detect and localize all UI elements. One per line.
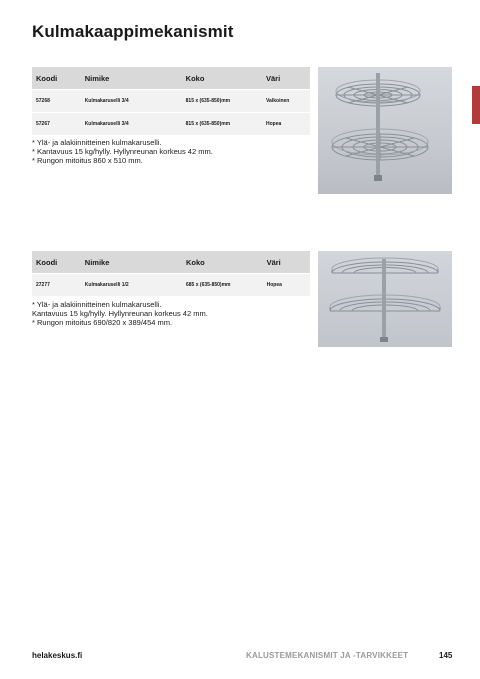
footer-section-title: KALUSTEMEKANISMIT JA -TARVIKKEET (246, 651, 409, 660)
header-code: Koodi (32, 67, 81, 90)
header-color: Väri (263, 251, 310, 274)
cell-color: Hopea (262, 113, 310, 136)
cell-name: Kulmakaruselli 3/4 (81, 90, 182, 113)
spec-table (32, 67, 310, 135)
cell-color: Hopea (263, 274, 310, 297)
header-size: Koko (182, 251, 263, 274)
description-line: * Ylä- ja alakiinnitteinen kulmakaruselli. (32, 300, 162, 309)
header-color: Väri (262, 67, 310, 90)
table-row (32, 113, 310, 136)
page-title: Kulmakaappimekanismit (32, 22, 234, 41)
carousel-illustration (318, 67, 452, 194)
cell-code: 57267 (32, 113, 81, 136)
cell-code: 57268 (32, 90, 81, 113)
table-row (32, 90, 310, 113)
cell-name: Kulmakaruselli 1/2 (81, 274, 182, 297)
product-description (32, 138, 213, 165)
footer-website: helakeskus.fi (32, 651, 83, 660)
description-line: * Rungon mitoitus 860 x 510 mm. (32, 156, 143, 165)
cell-code: 27277 (32, 274, 81, 297)
table-header-row (32, 67, 310, 90)
cell-color: Valkoinen (262, 90, 310, 113)
product-description (32, 300, 208, 327)
header-size: Koko (182, 67, 262, 90)
table-header-row (32, 251, 310, 274)
cell-size: 685 x (635-850)mm (182, 274, 263, 297)
carousel-illustration (318, 251, 452, 347)
cell-name: Kulmakaruselli 3/4 (81, 113, 182, 136)
cell-size: 815 x (635-850)mm (182, 113, 262, 136)
header-code: Koodi (32, 251, 81, 274)
description-line: * Rungon mitoitus 690/820 x 389/454 mm. (32, 318, 173, 327)
description-line: * Ylä- ja alakiinnitteinen kulmakaruselli. (32, 138, 162, 147)
corner-carousel-3-4-image (318, 67, 452, 194)
spec-table (32, 251, 310, 296)
cell-size: 815 x (635-850)mm (182, 90, 262, 113)
table-row (32, 274, 310, 297)
footer-page-number: 145 (439, 651, 453, 660)
header-name: Nimike (81, 251, 182, 274)
section-color-tab (472, 86, 480, 124)
corner-carousel-1-2-image (318, 251, 452, 347)
header-name: Nimike (81, 67, 182, 90)
description-line: Kantavuus 15 kg/hylly. Hyllynreunan korkeus 42 mm. (32, 309, 208, 318)
description-line: * Kantavuus 15 kg/hylly. Hyllynreunan korkeus 42 mm. (32, 147, 213, 156)
